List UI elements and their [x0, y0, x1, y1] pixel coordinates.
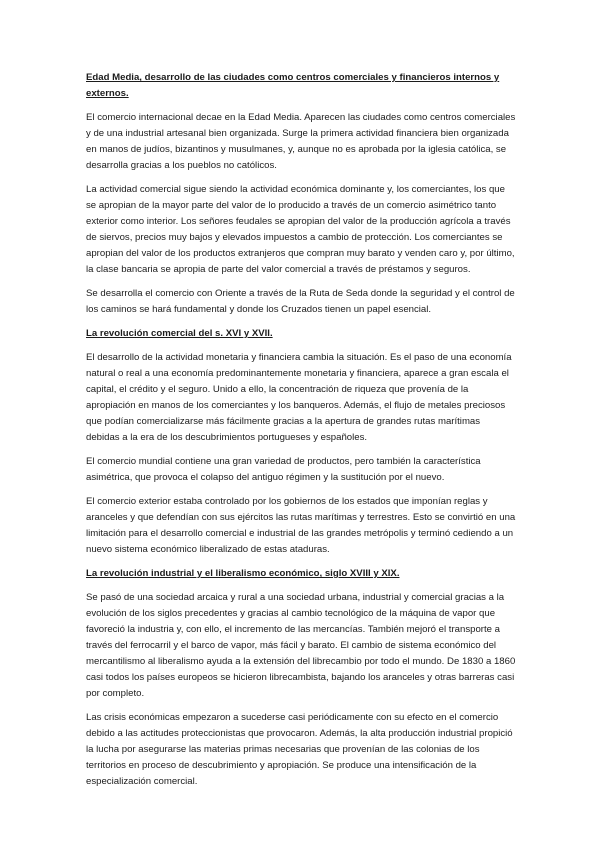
section-heading-edad-media: Edad Media, desarrollo de las ciudades como centros comerciales y financieros internos y externos.: [86, 72, 500, 99]
document-body: [86, 70, 516, 798]
paragraph: La actividad comercial sigue siendo la actividad económica dominante y, los comerciantes, los que se apropian de la mayor parte del valor de lo producido a través de un comercio asimétrico tanto exterior como interior. Los señores feudales se apropian del valor de la producción agrícola a través de siervos, precios muy bajos y elevados impuestos a cambio de protección. Los comerciantes se apropian del valor de los productos extranjeros que compran muy barato y venden caro y, por último, la clase bancaria se apropia de parte del valor comercial a través de préstamos y seguros.: [86, 184, 515, 275]
paragraph: El comercio mundial contiene una gran variedad de productos, pero también la característica asimétrica, que provoca el colapso del antiguo régimen y la sustitución por el nuevo.: [86, 456, 481, 483]
paragraph: El comercio internacional decae en la Edad Media. Aparecen las ciudades como centros comerciales y de una industrial artesanal bien organizada. Surge la primera actividad financiera bien organizada en manos de judíos, bizantinos y musulmanes, y, aunque no es aprobada por la iglesia católica, se desarrolla gracias a los pueblos no católicos.: [86, 112, 516, 171]
paragraph: Se pasó de una sociedad arcaica y rural a una sociedad urbana, industrial y comercial gracias a la evolución de los siglos precedentes y gracias al cambio tecnológico de la máquina de vapor que favoreció la industria y, con ello, el incremento de las mercancías. También mejoró el transporte a través del ferrocarril y el barco de vapor, más fácil y barato. El cambio de sistema económico del mercantilismo al liberalismo ayuda a la extensión del librecambio por todo el mundo. De 1830 a 1860 casi todos los países europeos se hicieron librecambista, bajando los aranceles y otras barreras casi por completo.: [86, 592, 516, 699]
paragraph: Las crisis económicas empezaron a sucederse casi periódicamente con su efecto en el comercio debido a las actitudes proteccionistas que provocaron. Además, la alta producción industrial propició la lucha por asegurarse las materias primas necesarias que provenían de las colonias de los territorios en proceso de descubrimiento y apropiación. Se produce una intensificación de la especialización comercial.: [86, 712, 513, 787]
section-heading-revolucion-comercial: La revolución comercial del s. XVI y XVII.: [86, 328, 273, 339]
paragraph: El comercio exterior estaba controlado por los gobiernos de los estados que imponían reglas y aranceles y que defendían con sus ejércitos las rutas marítimas y terrestres. Esto se convirtió en una limitación para el desarrollo comercial e industrial de las grandes metrópolis y terminó cediendo a un nuevo sistema económico liberalizado de estas ataduras.: [86, 496, 516, 555]
section-heading-revolucion-industrial: La revolución industrial y el liberalismo económico, siglo XVIII y XIX.: [86, 568, 400, 579]
paragraph: El desarrollo de la actividad monetaria y financiera cambia la situación. Es el paso de una economía natural o real a una economía predominantemente monetaria y financiera, aparece a gran escala el capital, el crédito y el seguro. Unido a ello, la concentración de riqueza que provenía de la apropiación en manos de los comerciantes y los banqueros. Además, el flujo de metales preciosos que podían comercializarse más fácilmente gracias a la apertura de grandes rutas marítimas debidas a la era de los descubrimientos portugueses y españoles.: [86, 352, 512, 443]
paragraph: Se desarrolla el comercio con Oriente a través de la Ruta de Seda donde la seguridad y el control de los caminos se hará fundamental y donde los Cruzados tienen un papel esencial.: [86, 288, 515, 315]
